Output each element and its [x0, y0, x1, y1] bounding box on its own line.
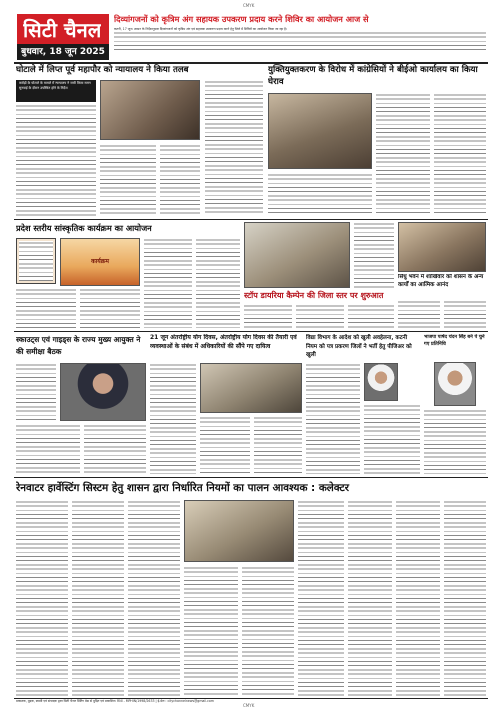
article6-body-col2 [16, 424, 80, 474]
poster-text: कार्यक्रम [91, 258, 109, 265]
article5-headline: सिंधु भवन में शाखिवार को शासन के अन्य कार्यों का आत्मिक आनंद [398, 274, 484, 288]
masthead-logo [17, 14, 109, 60]
article1-headline: घोटाले में लिप्त पूर्व महापौर को न्यायालय ने किया तलब [16, 65, 189, 75]
highlight-item: करोड़ों के घोटाले के मामले में न्यायालय ने जारी किया समन [19, 81, 91, 85]
cmyk-bottom: CMYK [243, 703, 255, 708]
highlight-item: सुनवाई के दौरान उपस्थित होने के निर्देश [19, 86, 68, 90]
divider [14, 331, 488, 332]
date-line: बुधवार, 18 जून 2025 [17, 44, 109, 60]
article10-body-col5 [242, 566, 294, 696]
article1-photo [100, 80, 200, 140]
article3-poster [60, 238, 140, 286]
article1-body-col3 [160, 144, 200, 216]
article2-body-col2 [434, 93, 486, 215]
article10-body-col4 [184, 566, 238, 696]
article6-body-col3 [84, 424, 146, 474]
article9-headline: भाजपा पार्षद चंदन सिंह बने पे चुने गए प्रतिनिधि [424, 335, 485, 347]
article10-body-col9 [444, 500, 486, 696]
article10-headline: रेनवाटर हार्वेस्टिंग सिस्टम हेतु शासन द्वारा निर्धारित नियमों का पालन आवश्यक : कलेक्टर [16, 482, 350, 494]
article3-headline: प्रदेश स्तरीय सांस्कृतिक कार्यक्रम का आयोजन [16, 223, 152, 233]
article10-body-col2 [72, 500, 124, 696]
article8-headline: विद्या विभाग के आदेश को खुली अवहेलना, कटनी नियम को पत्र प्रकरण जिलों ने भर्ती हेतु पीजिअर को खुली [306, 335, 412, 359]
article6-headline: स्काउट्स एवं गाइड्स के राज्य मुख्य आयुक्त ने की समीक्षा बैठक [16, 335, 141, 356]
article1-highlights [16, 80, 96, 102]
article9-body [424, 409, 486, 474]
article7-body-col3 [254, 416, 302, 474]
article5-body-col1 [398, 300, 440, 328]
article3-body-col2 [80, 288, 140, 328]
article6-body-col1 [16, 363, 56, 421]
article4-body-col1 [244, 304, 292, 328]
banner-headline: दिव्यांगजनों को कृत्रिम अंग सहायक उपकरण प्रदाय करने शिविर का आयोजन आज से [114, 14, 369, 24]
article9-portrait [434, 362, 476, 406]
article5-photo [398, 222, 486, 272]
masthead-title: सिटी चैनल [23, 18, 102, 42]
article10-photo [184, 500, 294, 562]
article10-body-col7 [348, 500, 392, 696]
article7-body-col1 [150, 363, 196, 474]
article2-body-col3 [268, 173, 372, 215]
cmyk-top: CMYK [243, 3, 255, 8]
article4-sidebar [354, 222, 394, 288]
article1-body-col1 [16, 104, 96, 216]
article7-body-col2 [200, 416, 250, 474]
article7-photo [200, 363, 302, 413]
article7-headline: 21 जून अंतर्राष्ट्रीय योग दिवस, अंतर्राष्ट्रीय योग दिवस की तैयारी एवं व्यवस्थाओं के संबंध में अधिकारियों की सौंपे गए दायित्व [150, 334, 297, 350]
article10-body-col3 [128, 500, 180, 696]
article3-body-col1 [16, 288, 76, 328]
article2-headline: युक्तियुक्तकरण के विरोध में कांग्रेसियों ने बीईओ कार्यालय का किया घेराव [268, 65, 478, 87]
article10-body-col6 [298, 500, 344, 696]
article10-body-col8 [396, 500, 440, 696]
article2-photo [268, 93, 372, 169]
divider [14, 219, 488, 220]
divider [14, 477, 488, 478]
article4-photo [244, 222, 350, 288]
article3-sidebox [16, 238, 56, 284]
article8-portrait [364, 363, 398, 401]
article5-body-col2 [444, 300, 486, 328]
article4-body-col2 [296, 304, 344, 328]
article3-body-col3 [144, 238, 192, 328]
article6-portrait [60, 363, 146, 421]
article1-body-col4 [205, 80, 263, 216]
banner-text: कटनी, 17 जून। शासन के निर्देशानुसार दिव्यांगजनों को कृत्रिम अंग एवं सहायक उपकरण प्रदाय करने हेतु जिले में शिविरों का आयोजन किया जा रहा है। [114, 27, 486, 59]
article2-body-col1 [376, 93, 430, 215]
article8-body-col1 [306, 363, 360, 474]
footer-imprint: प्रकाशक, मुद्रक, स्वामी एवं संपादक द्वारा सिटी चैनल प्रिंटिंग प्रेस से मुद्रित एवं प्रकाशित। RNI - MPHIN/1998/2633 | ई-मेल : citychannelnews@gmail.com [16, 699, 214, 703]
article4-headline: स्टॉप डायरिया कैम्पेन की जिला स्तर पर शुरुआत [244, 291, 384, 300]
article1-body-col2 [100, 144, 156, 216]
article3-body-col4 [196, 238, 240, 328]
article8-body-col2 [364, 404, 420, 474]
article10-body-col1 [16, 500, 68, 696]
article4-body-col3 [348, 304, 394, 328]
